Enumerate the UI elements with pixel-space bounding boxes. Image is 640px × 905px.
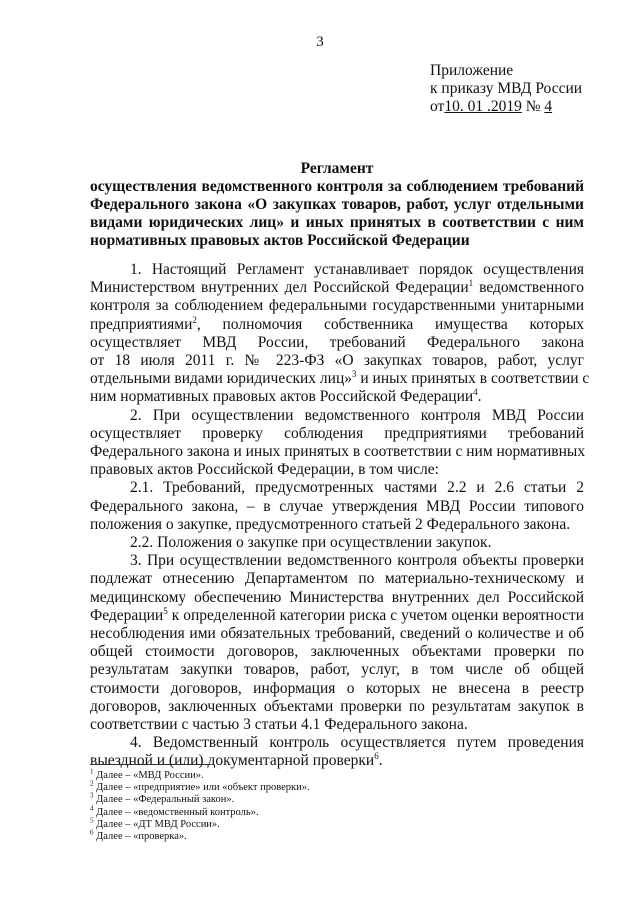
- title-line: нормативных правовых актов Российской Федерации: [90, 232, 470, 249]
- footnote-ref: 3: [352, 369, 357, 380]
- footnote-ref: 4: [473, 387, 478, 398]
- footnote-item: $^3$ Далее – «Федеральный закон».: [90, 791, 235, 806]
- paragraph-3-line: результатам закупки товаров, работ, услуг, в том числе об общей: [90, 661, 584, 679]
- footnote-item: $^5$ Далее – «ДТ МВД России».: [90, 816, 220, 830]
- paragraph-1-line: предприятиями$^2$, полномочия собственника имущества которых: [90, 314, 584, 333]
- order-date: 10. 01 .2019: [444, 98, 522, 115]
- footnote-ref: 2: [192, 314, 197, 325]
- appendix-label: Приложение: [430, 62, 514, 79]
- paragraph-3-line: медицинскому обеспечению Министерства внутренних дел Российской: [90, 588, 584, 606]
- paragraph-2-line: правовых актов Российской Федерации, в том числе:: [90, 461, 439, 479]
- order-number: 4: [544, 98, 553, 115]
- paragraph-3-line: Федерации$^5$ к определенной категории риска с учетом оценки вероятности: [90, 605, 584, 624]
- paragraph-3-line: договоров, заключенных объектами проверки по результатам закупок в: [90, 697, 584, 715]
- paragraph-2-1-line: 2.1. Требований, предусмотренных частями 2.2 и 2.6 статьи 2: [130, 479, 584, 497]
- footnote-item: $^4$ Далее – «ведомственный контроль».: [90, 804, 259, 818]
- title-line: осуществления ведомственного контроля за соблюдением требований: [90, 178, 584, 195]
- paragraph-3-line: соответствии с частью 3 статьи 4.1 Федерального закона.: [90, 716, 468, 734]
- footnote-divider: [90, 764, 210, 765]
- footnote-item: $^2$ Далее – «предприятие» или «объект проверки».: [90, 779, 310, 794]
- appendix-block: [430, 62, 582, 116]
- title-line: Федерального закона «О закупках товаров, работ, услуг отдельными: [90, 196, 584, 213]
- paragraph-1-line: 1. Настоящий Регламент устанавливает порядок осуществления: [130, 261, 584, 278]
- footnote-item: $^6$ Далее – «проверка».: [90, 828, 187, 843]
- paragraph-3-line: стоимости договоров, информация о которых не внесена в реестр: [90, 679, 584, 697]
- appendix-date-line: от10. 01 .2019 № 4: [430, 98, 553, 115]
- paragraph-2-line: Федерального закона и иных принятых в соответствии с ним нормативных: [90, 443, 586, 461]
- paragraph-1-line: контроля за соблюдением федеральными государственными унитарными: [90, 297, 584, 315]
- paragraph-1-line: ним нормативных правовых актов Российской Федерации$^4$.: [90, 387, 482, 406]
- footnote-ref: 5: [163, 605, 168, 616]
- paragraph-3-line: несоблюдения ими обязательных требований, сведений о количестве и об: [90, 625, 584, 643]
- page-number: 3: [316, 34, 324, 50]
- paragraph-2-2-line: 2.2. Положения о закупке при осуществлении закупок.: [130, 534, 492, 552]
- appendix-order-ref: к приказу МВД России: [430, 80, 583, 97]
- paragraph-2-line: 2. При осуществлении ведомственного контроля МВД России: [130, 406, 584, 424]
- footnotes: [90, 767, 310, 843]
- paragraph-1-line: отдельными видами юридических лиц»$^3$ и иных принятых в соответствии с: [90, 369, 590, 388]
- paragraph-4-line: выездной и (или) документарной проверки$^6$.: [90, 751, 383, 770]
- paragraph-1-line: от 18 июля 2011 г. № 223-ФЗ «О закупках товаров, работ, услуг: [90, 352, 584, 370]
- footnote-ref: 1: [468, 278, 474, 289]
- title-line: видами юридических лиц» и иных принятых в соответствии с ним: [90, 214, 584, 231]
- document-title: [90, 160, 584, 250]
- paragraph-4-line: 4. Ведомственный контроль осуществляется путем проведения: [130, 734, 584, 752]
- paragraph-2-line: осуществляет проверку соблюдения предприятиями требований: [90, 424, 584, 442]
- paragraph-1-line: осуществляет МВД России, требований Федерального закона: [90, 333, 584, 351]
- paragraph-1-line: Министерством внутренних дел Российской Федерации$^1$ ведомственного: [90, 278, 585, 297]
- paragraph-2-1-line: Федерального закона, – в случае утверждения МВД России типового: [90, 497, 584, 515]
- document-body: [90, 261, 590, 771]
- title-heading: Регламент: [300, 160, 374, 177]
- footnote-item: $^1$ Далее – «МВД России».: [90, 767, 204, 781]
- paragraph-3-line: подлежат отнесению Департаментом по материально-техническому и: [90, 570, 584, 588]
- footnote-ref: 6: [374, 751, 379, 762]
- paragraph-3-line: общей стоимости договоров, заключенных объектами проверки по: [90, 643, 584, 661]
- paragraph-2-1-line: положения о закупке, предусмотренного статьей 2 Федерального закона.: [90, 515, 571, 533]
- paragraph-3-line: 3. При осуществлении ведомственного контроля объекты проверки: [130, 552, 584, 570]
